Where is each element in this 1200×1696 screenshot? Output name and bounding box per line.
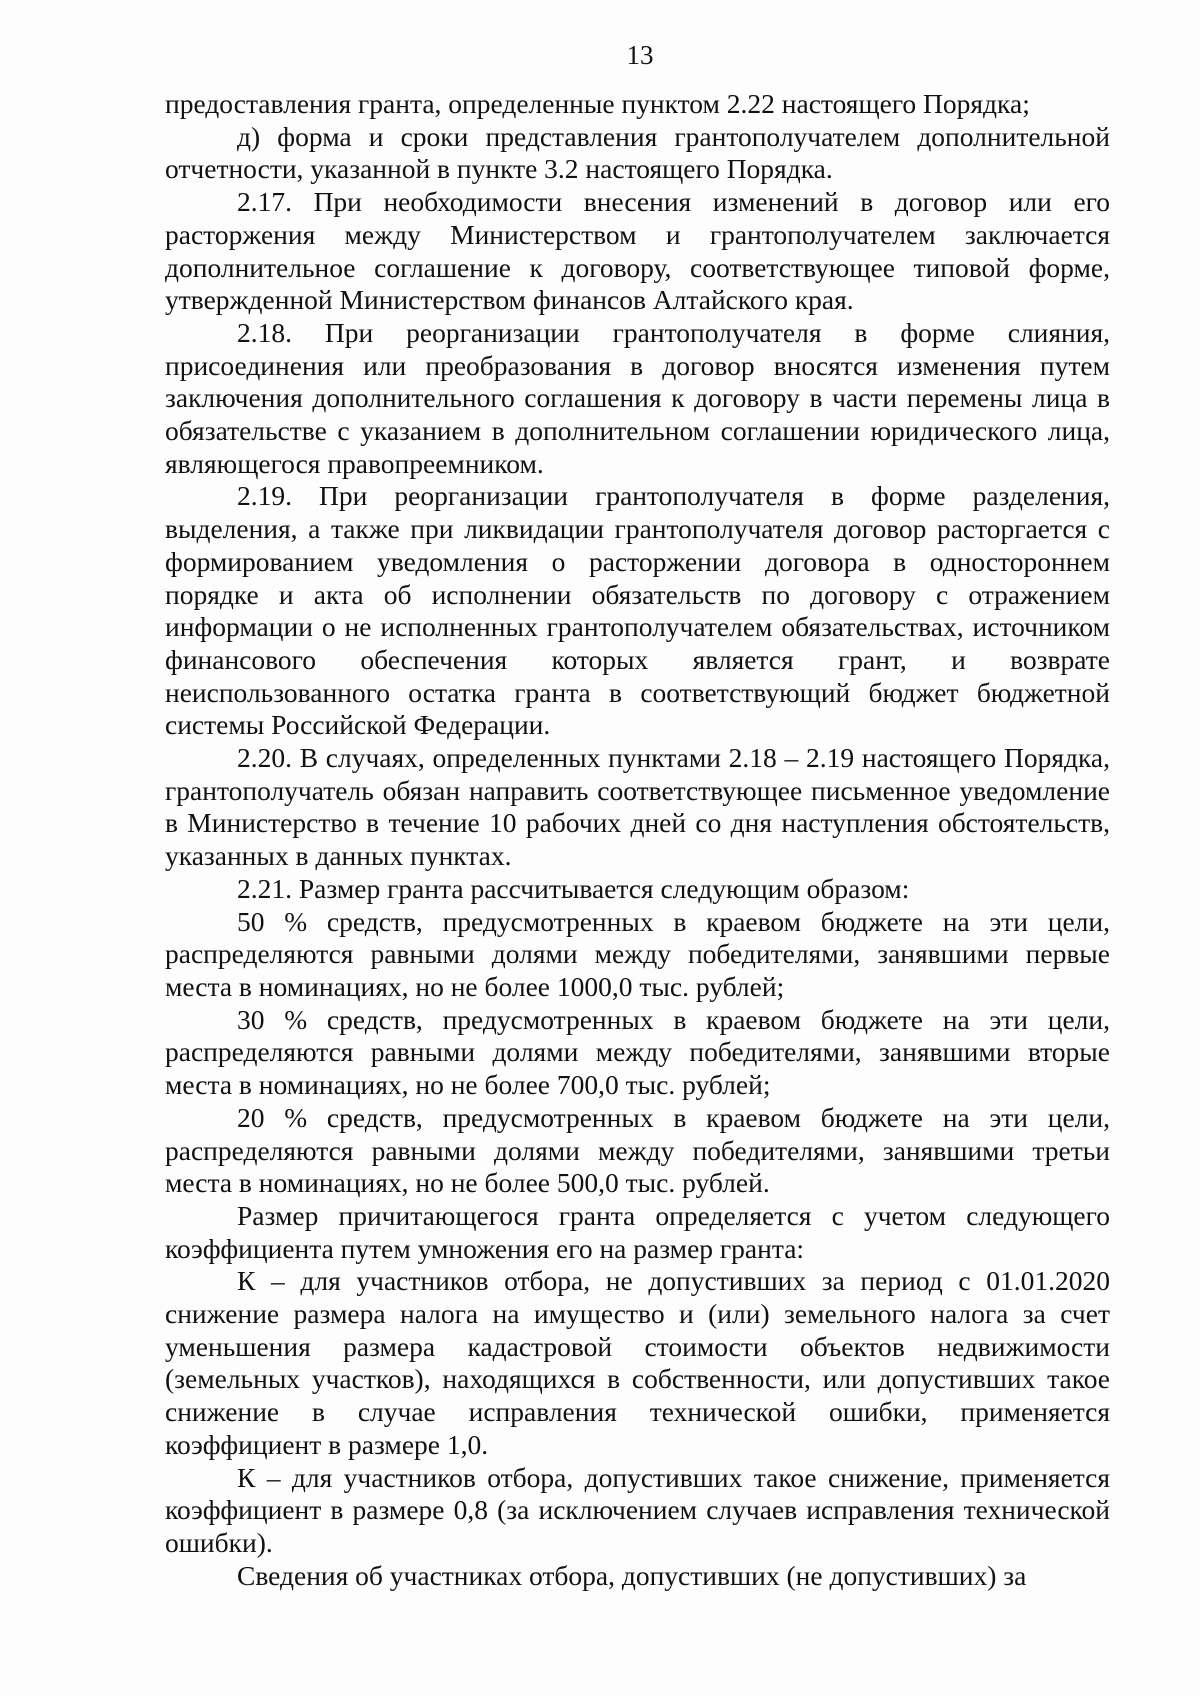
paragraph-item-d: д) форма и сроки представления грантополучателем дополнительной отчетности, указанной в пункте 3.2 настоящего Порядка.: [165, 120, 1110, 185]
page-number: 13: [626, 40, 654, 70]
paragraph-20-percent: 20 % средств, предусмотренных в краевом бюджете на эти цели, распределяются равными долями между победителями, занявшими третьи места в номинациях, но не более 500,0 тыс. рублей.: [165, 1101, 1110, 1199]
paragraph-k-0-8: К – для участников отбора, допустивших такое снижение, применяется коэффициент в размере 0,8 (за исключением случаев исправления технической ошибки).: [165, 1461, 1110, 1558]
paragraph-2-21: 2.21. Размер гранта рассчитывается следующим образом:: [237, 872, 910, 904]
paragraph-30-percent: 30 % средств, предусмотренных в краевом бюджете на эти цели, распределяются равными долями между победителями, занявшими вторые места в номинациях, но не более 700,0 тыс. рублей;: [165, 1003, 1110, 1101]
paragraph-2-17: 2.17. При необходимости внесения изменений в договор или его расторжения между Министерством и грантополучателем заключается дополнительное соглашение к договору, соответствующее типовой форме, утвержденной Министерством финансов Алтайского края.: [165, 186, 1110, 316]
paragraph-2-19: 2.19. При реорганизации грантополучателя в форме разделения, выделения, а также при ликвидации грантополучателя договор расторгается с формированием уведомления о расторжении договора в одностороннем порядке и акта об исполнении обязательств по договору с отражением информации о не исполненных грантополучателем обязательствах, источником финансового обеспечения которых является грант, и возврате неиспользованного остатка гранта в соответствующий бюджет бюджетной системы Российской Федерации.: [165, 480, 1110, 741]
paragraph-k-1-0: К – для участников отбора, не допустивших за период с 01.01.2020 снижение размера налога на имущество и (или) земельного налога за счет уменьшения размера кадастровой стоимости объектов недвижимости (земельных участков), находящихся в собственности, или допустивших такое снижение в случае исправления технической ошибки, применяется коэффициент в размере 1,0.: [165, 1265, 1110, 1460]
paragraph-2-18: 2.18. При реорганизации грантополучателя в форме слияния, присоединения или преобразования в договор вносятся изменения путем заключения дополнительного соглашения к договору в части перемены лица в обязательстве с указанием в дополнительном соглашении юридического лица, являющегося правопреемником.: [165, 316, 1110, 479]
paragraph-grant-coefficient: Размер причитающегося гранта определяется с учетом следующего коэффициента путем умножения его на размер гранта:: [165, 1199, 1110, 1264]
paragraph-participants-info: Сведения об участниках отбора, допустивших (не допустивших) за: [237, 1559, 1027, 1591]
document-body: [165, 88, 1110, 1592]
paragraph-50-percent: 50 % средств, предусмотренных в краевом бюджете на эти цели, распределяются равными долями между победителями, занявшими первые места в номинациях, но не более 1000,0 тыс. рублей;: [165, 905, 1110, 1002]
paragraph-2-20: 2.20. В случаях, определенных пунктами 2.18 – 2.19 настоящего Порядка, грантополучатель обязан направить соответствующее письменное уведомление в Министерство в течение 10 рабочих дней со дня наступления обстоятельств, указанных в данных пунктах.: [165, 742, 1110, 872]
paragraph-continuation: предоставления гранта, определенные пунктом 2.22 настоящего Порядка;: [165, 88, 1030, 119]
